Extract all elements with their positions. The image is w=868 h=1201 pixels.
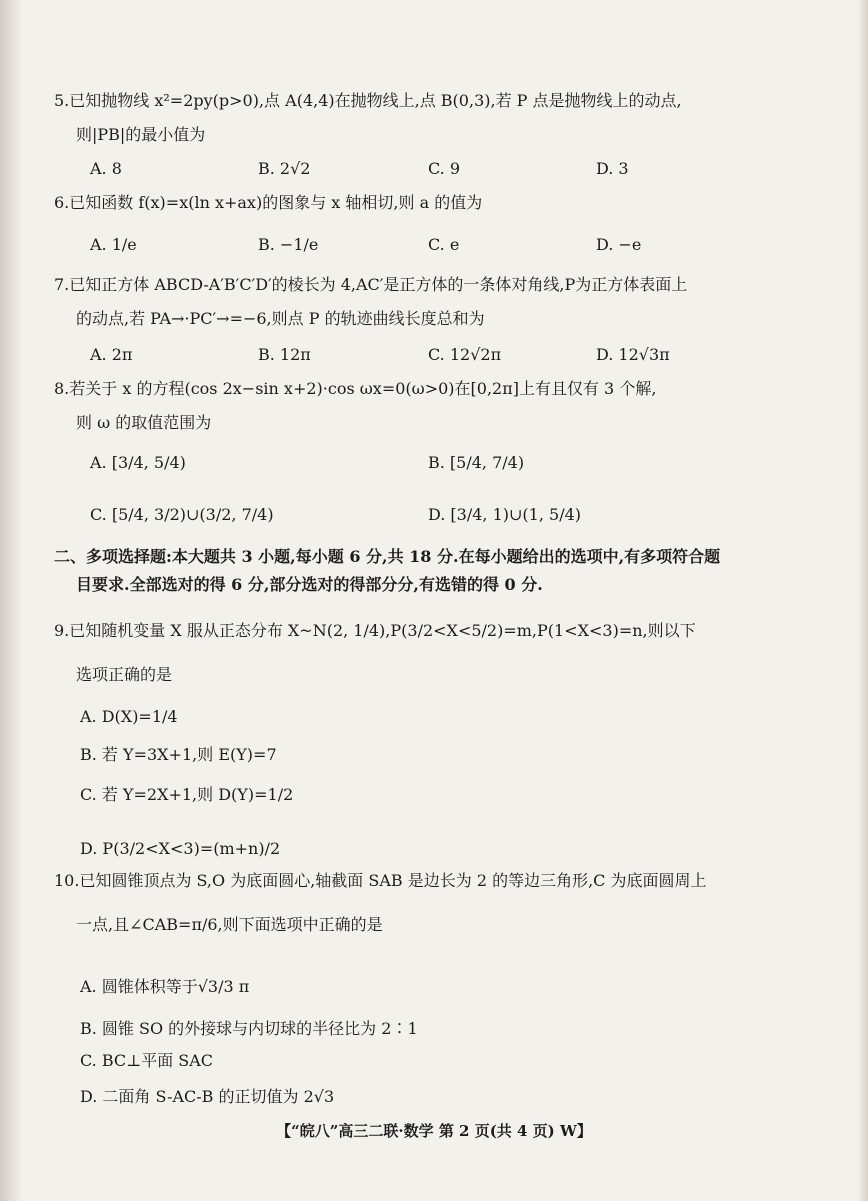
question-8-stem: 8.若关于 x 的方程(cos 2x−sin x+2)·cos ωx=0(ω>0)在[0,2π]上有且仅有 3 个解, xyxy=(54,379,657,398)
q7-option-d: D. 12√3π xyxy=(596,345,670,364)
q5-option-c: C. 9 xyxy=(428,159,461,178)
scan-shadow-left xyxy=(0,0,22,1201)
q10-option-c: C. BC⊥平面 SAC xyxy=(80,1051,214,1070)
q6-option-a: A. 1/e xyxy=(90,235,137,254)
q5-option-a: A. 8 xyxy=(90,159,122,178)
section-2-heading-cont: 目要求.全部选对的得 6 分,部分选对的得部分分,有选错的得 0 分. xyxy=(76,575,543,594)
question-9-stem-cont: 选项正确的是 xyxy=(76,665,173,684)
q9-option-b: B. 若 Y=3X+1,则 E(Y)=7 xyxy=(80,745,277,764)
q8-option-d: D. [3/4, 1)∪(1, 5/4) xyxy=(428,505,582,524)
q10-option-b: B. 圆锥 SO 的外接球与内切球的半径比为 2∶1 xyxy=(80,1019,418,1038)
q5-option-b: B. 2√2 xyxy=(258,159,311,178)
q6-option-d: D. −e xyxy=(596,235,642,254)
question-7-stem: 7.已知正方体 ABCD-A′B′C′D′的棱长为 4,AC′是正方体的一条体对角线,P为正方体表面上 xyxy=(54,275,688,294)
q9-option-d: D. P(3/2<X<3)=(m+n)/2 xyxy=(80,839,281,858)
scan-shadow-right xyxy=(858,0,868,1201)
question-5-stem-cont: 则|PB|的最小值为 xyxy=(76,125,206,144)
q10-option-d: D. 二面角 S-AC-B 的正切值为 2√3 xyxy=(80,1087,335,1106)
question-10-stem: 10.已知圆锥顶点为 S,O 为底面圆心,轴截面 SAB 是边长为 2 的等边三角形,C 为底面圆周上 xyxy=(54,871,707,890)
page-footer: 【“皖八”高三二联·数学 第 2 页(共 4 页) W】 xyxy=(276,1122,592,1140)
q8-option-a: A. [3/4, 5/4) xyxy=(90,453,186,472)
question-9-stem: 9.已知随机变量 X 服从正态分布 X~N(2, 1/4),P(3/2<X<5/2)=m,P(1<X<3)=n,则以下 xyxy=(54,621,696,640)
q9-option-a: A. D(X)=1/4 xyxy=(80,707,178,726)
q6-option-b: B. −1/e xyxy=(258,235,319,254)
q8-option-c: C. [5/4, 3/2)∪(3/2, 7/4) xyxy=(90,505,274,524)
question-8-stem-cont: 则 ω 的取值范围为 xyxy=(76,413,212,432)
q6-option-c: C. e xyxy=(428,235,460,254)
q7-option-a: A. 2π xyxy=(90,345,133,364)
q8-option-b: B. [5/4, 7/4) xyxy=(428,453,525,472)
q5-option-d: D. 3 xyxy=(596,159,629,178)
question-6-stem: 6.已知函数 f(x)=x(ln x+ax)的图象与 x 轴相切,则 a 的值为 xyxy=(54,193,483,212)
q7-option-b: B. 12π xyxy=(258,345,311,364)
question-5-stem: 5.已知抛物线 x²=2py(p>0),点 A(4,4)在抛物线上,点 B(0,3),若 P 点是抛物线上的动点, xyxy=(54,91,682,110)
section-2-heading: 二、多项选择题:本大题共 3 小题,每小题 6 分,共 18 分.在每小题给出的选项中,有多项符合题 xyxy=(54,547,721,566)
q10-option-a: A. 圆锥体积等于√3/3 π xyxy=(80,977,250,996)
q7-option-c: C. 12√2π xyxy=(428,345,502,364)
question-10-stem-cont: 一点,且∠CAB=π/6,则下面选项中正确的是 xyxy=(76,915,383,934)
q9-option-c: C. 若 Y=2X+1,则 D(Y)=1/2 xyxy=(80,785,294,804)
question-7-stem-cont: 的动点,若 PA→·PC′→=−6,则点 P 的轨迹曲线长度总和为 xyxy=(76,309,485,328)
